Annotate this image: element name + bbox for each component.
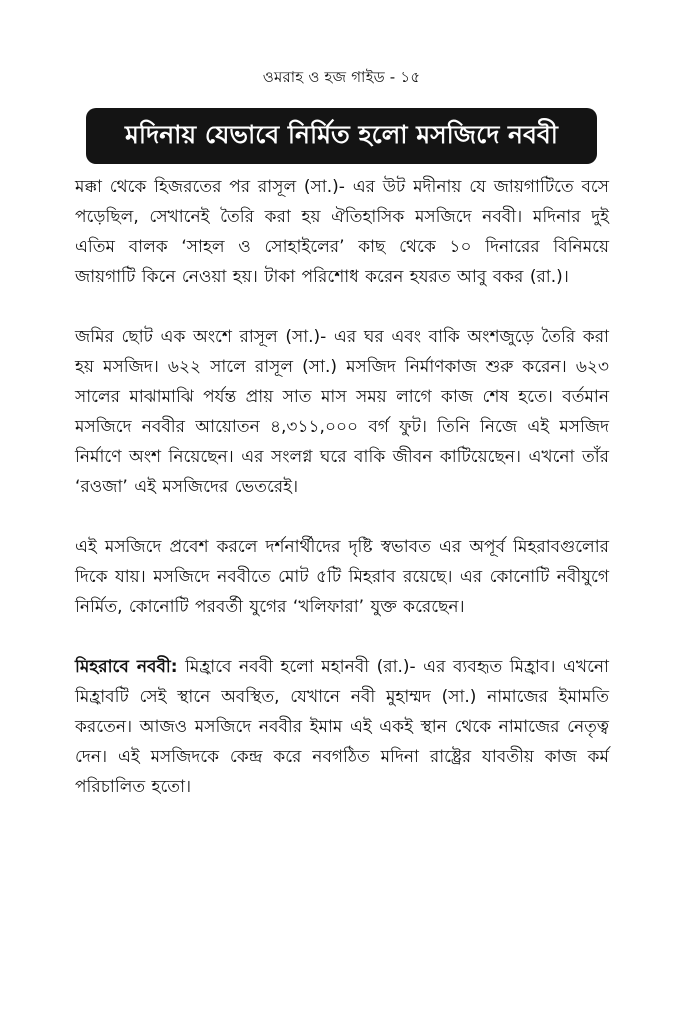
paragraph-2: জমির ছোট এক অংশে রাসূল (সা.)- এর ঘর এবং বাকি অংশজুড়ে তৈরি করা হয় মসজিদ। ৬২২ সালে রাসূল (সা.) মসজিদ নির্মাণকাজ শুরু করেন। ৬২৩ সালের মাঝামাঝি পর্যন্ত প্রায় সাত মাস সময় লাগে কাজ শেষ হতে। বর্তমান মসজিদে নববীর আয়োতন ৪,৩১১,০০০ বর্গ ফুট। তিনি নিজে এই মসজিদ নির্মাণে অংশ নিয়েছেন। এর সংলগ্ন ঘরে বাকি জীবন কাটিয়েছেন। এখনো তাঁর ‘রওজা’ এই মসজিদের ভেতরেই। (75, 327, 609, 497)
paragraph-4-lead: মিহরাবে নববী: (75, 657, 178, 677)
running-header: ওমরাহ ও হজ গাইড - ১৫ (262, 68, 421, 86)
paragraph-1: মক্কা থেকে হিজরতের পর রাসূল (সা.)- এর উট মদীনায় যে জায়গাটিতে বসে পড়েছিল, সেখানেই তৈরি করা হয় ঐতিহাসিক মসজিদে নববী। মদিনার দুই এতিম বালক ‘সাহল ও সোহাইলের’ কাছ থেকে ১০ দিনারের বিনিময়ে জায়গাটি কিনে নেওয়া হয়। টাকা পরিশোধ করেন হযরত আবু বকর (রা.)। (75, 177, 609, 287)
chapter-title-box (86, 108, 597, 164)
paragraph-4 (75, 652, 609, 802)
body-text (75, 172, 609, 802)
paragraph-3: এই মসজিদে প্রবেশ করলে দর্শনার্থীদের দৃষ্টি স্বভাবত এর অপূর্ব মিহরাবগুলোর দিকে যায়। মসজিদে নববীতে মোট ৫টি মিহরাব রয়েছে। এর কোনোটি নবীযুগে নির্মিত, কোনোটি পরবর্তী যুগের ‘খলিফারা’ যুক্ত করেছেন। (75, 537, 609, 617)
paragraph-4-text: মিহ্রাবে নববী হলো মহানবী (রা.)- এর ব্যবহৃত মিহ্রাব। এখনো মিহ্রাবটি সেই স্থানে অবস্থিত, যেখানে নবী মুহাম্মদ (সা.) নামাজের ইমামতি করতেন। আজও মসজিদে নববীর ইমাম এই একই স্থান থেকে নামাজের নেতৃত্ব দেন। এই মসজিদকে কেন্দ্র করে নবগঠিত মদিনা রাষ্ট্রের যাবতীয় কাজ কর্ম পরিচালিত হতো। (75, 657, 609, 797)
chapter-title: মদিনায় যেভাবে নির্মিত হলো মসজিদে নববী (125, 119, 558, 149)
